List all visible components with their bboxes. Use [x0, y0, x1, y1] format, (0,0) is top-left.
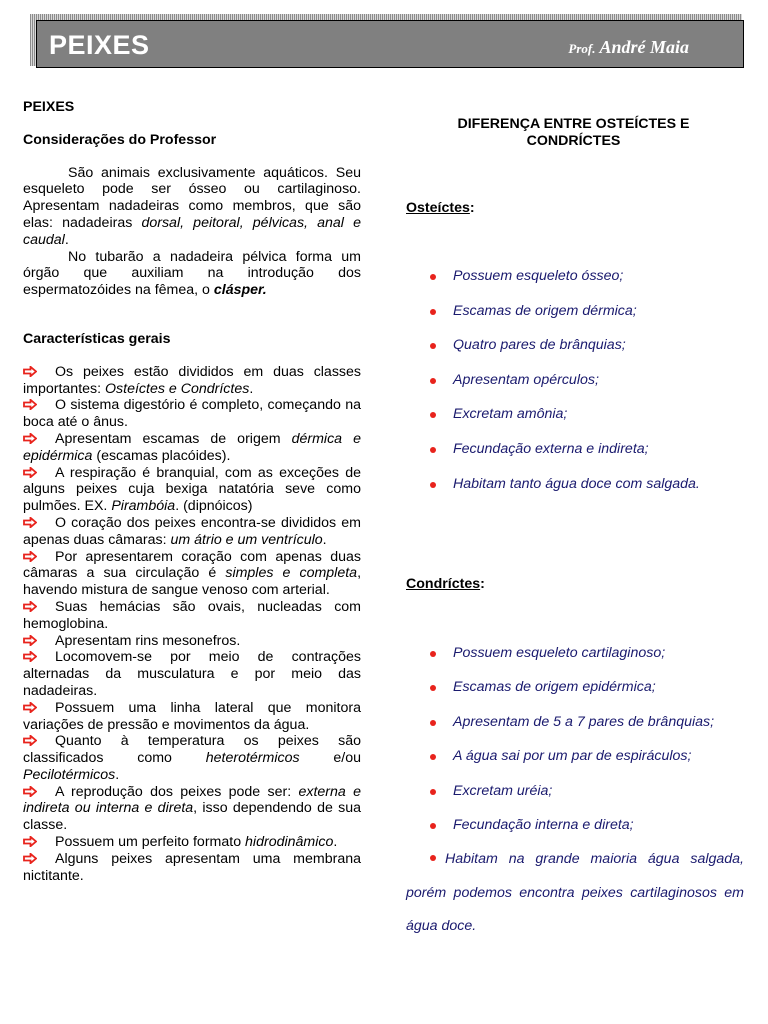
- header-author-name: André Maia: [599, 37, 689, 57]
- arrow-icon: [23, 600, 37, 611]
- bullet-text: Fecundação interna e direta;: [453, 817, 634, 833]
- characteristic-text: Os peixes estão divididos em duas classes importantes:: [23, 363, 361, 397]
- bullet-text: Fecundação externa e indireta;: [453, 441, 649, 457]
- bullet-item: [428, 645, 665, 661]
- bullet-dot: [430, 720, 436, 726]
- arrow-icon: [23, 634, 37, 645]
- characteristic-text: A reprodução dos peixes pode ser:: [55, 783, 299, 800]
- characteristic-text: Por apresentarem coração com apenas duas câmaras a sua circulação é: [23, 548, 361, 582]
- characteristic-item: [23, 364, 361, 398]
- characteristic-italic: heterotérmicos: [205, 750, 300, 767]
- bullet-item: [428, 748, 691, 764]
- characteristic-text: Apresentam rins mesonefros.: [55, 632, 241, 649]
- bullet-text: Possuem esqueleto cartilaginoso;: [453, 645, 666, 661]
- characteristic-italic: dérmica e epidérmica: [23, 430, 361, 464]
- bullet-dot: [430, 412, 436, 418]
- osteictes-label: Osteíctes: [406, 200, 470, 216]
- paragraph-1: [23, 165, 361, 249]
- left-heading: PEIXES: [23, 99, 75, 115]
- characteristic-item: [23, 549, 361, 599]
- bullet-item: [428, 817, 634, 833]
- bullet-item: [428, 303, 637, 319]
- arrow-icon: [23, 365, 37, 376]
- bullet-text: Apresentam de 5 a 7 pares de brânquias;: [453, 713, 715, 730]
- characteristic-text: O sistema digestório é completo, começando na boca até o ânus.: [23, 397, 361, 431]
- characteristic-text-end: . (dipnóicos): [175, 498, 253, 515]
- bullet-item: [428, 441, 649, 457]
- arrow-icon: [23, 835, 37, 846]
- bullet-dot: [430, 651, 436, 657]
- arrow-icon: [23, 466, 37, 477]
- characteristic-italic: externa e indireta ou interna e direta: [23, 783, 361, 817]
- paragraph-1-end: .: [64, 231, 69, 248]
- characteristic-text: O coração dos peixes encontra-se divididos em apenas duas câmaras:: [23, 514, 361, 548]
- condrictes-last-item-text: Habitam na grande maioria água salgada, porém podemos encontra peixes cartilaginosos em água doce.: [406, 851, 744, 934]
- characteristic-italic: simples e completa: [225, 565, 358, 582]
- paragraph-1-text: São animais exclusivamente aquáticos. Seu esqueleto pode ser ósseo ou cartilaginoso. Apresentam nadadeiras como membros, que são elas: nadadeiras: [23, 164, 361, 231]
- bullet-item: [428, 268, 623, 284]
- bullet-item: [428, 714, 714, 730]
- bullet-dot: [430, 309, 436, 315]
- characteristic-text-end: , havendo mistura de sangue venoso com arterial.: [23, 565, 362, 599]
- characteristic-item: [23, 633, 361, 650]
- bullet-dot: [430, 789, 436, 795]
- paragraph-2: [23, 249, 361, 299]
- bullet-text: Possuem esqueleto ósseo;: [453, 268, 624, 284]
- characteristic-item: [23, 834, 361, 851]
- arrow-icon: [23, 852, 37, 863]
- characteristic-text-end: .: [322, 531, 327, 548]
- arrow-icon: [23, 398, 37, 409]
- paragraph-1-italic: dorsal, peitoral, pélvicas, anal e caudal: [23, 214, 361, 248]
- bullet-item: [428, 337, 626, 353]
- condrictes-colon: :: [480, 576, 485, 592]
- bullet-text: Apresentam opérculos;: [453, 371, 599, 388]
- bullet-dot: [430, 274, 436, 280]
- osteictes-heading: [406, 200, 475, 216]
- bullet-dot: [430, 754, 436, 760]
- considerations-title: Considerações do Professor: [23, 131, 217, 148]
- bullet-dot: [430, 482, 436, 488]
- characteristic-item: [23, 599, 361, 633]
- bullet-text: Excretam uréia;: [453, 782, 553, 799]
- bullet-text: Excretam amônia;: [453, 406, 568, 423]
- characteristic-item: [23, 784, 361, 834]
- bullet-dot: [430, 823, 436, 829]
- bullet-item: [428, 372, 599, 388]
- characteristic-item: [23, 649, 361, 699]
- condrictes-heading: [406, 576, 485, 592]
- arrow-icon: [23, 516, 37, 527]
- comparison-title-line-2: CONDRÍCTES: [526, 133, 621, 149]
- characteristic-item: [23, 515, 361, 549]
- characteristic-text-final: .: [115, 766, 120, 783]
- characteristic-text: Alguns peixes apresentam uma membrana nictitante.: [23, 850, 361, 884]
- characteristic-italic: Osteíctes e Condríctes: [105, 380, 250, 397]
- page-header: [30, 14, 746, 70]
- general-title: Características gerais: [23, 330, 171, 347]
- characteristics-list: [23, 364, 361, 885]
- characteristic-item: [23, 397, 361, 431]
- characteristic-item: [23, 851, 361, 885]
- header-prof-label: Prof.: [568, 41, 596, 56]
- arrow-icon: [23, 650, 37, 661]
- bullet-text: A água sai por um par de espiráculos;: [453, 748, 692, 765]
- left-column: [23, 99, 361, 884]
- bullet-item: [428, 476, 700, 492]
- bullet-item: [428, 783, 552, 799]
- bullet-dot: [430, 685, 436, 691]
- right-column: [406, 116, 744, 934]
- bullet-item: [428, 679, 656, 695]
- bullet-dot: [430, 378, 436, 384]
- characteristic-text: Locomovem-se por meio de contrações alternadas da musculatura e por meio das nadadeiras.: [23, 649, 361, 699]
- characteristic-text: Apresentam escamas de origem: [55, 430, 292, 447]
- bullet-dot: [430, 343, 436, 349]
- characteristic-text: Quanto à temperatura os peixes são classificados como: [23, 733, 361, 767]
- bullet-dot: [430, 447, 436, 453]
- characteristic-text-end: .: [333, 834, 338, 851]
- characteristic-item: [23, 700, 361, 734]
- arrow-icon: [23, 432, 37, 443]
- comparison-title: [411, 116, 736, 150]
- header-title: PEIXES: [49, 30, 150, 60]
- characteristic-text: A respiração é branquial, com as exceções de alguns peixes cuja bexiga natatória seve como pulmões. EX.: [23, 464, 361, 515]
- characteristic-text-end: .: [249, 380, 254, 397]
- bullet-dot: [430, 855, 436, 861]
- condrictes-last-item: [406, 843, 744, 944]
- characteristic-item: [23, 465, 361, 515]
- osteictes-colon: :: [469, 200, 475, 216]
- comparison-title-line-1: DIFERENÇA ENTRE OSTEÍCTES E: [457, 116, 690, 132]
- condrictes-label: Condríctes: [406, 576, 481, 592]
- characteristic-italic: Pirambóia: [111, 498, 176, 515]
- bullet-text: Escamas de origem epidérmica;: [453, 679, 656, 696]
- characteristic-italic: um átrio e um ventrículo: [170, 531, 323, 548]
- characteristic-text: Suas hemácias são ovais, nucleadas com hemoglobina.: [23, 598, 361, 632]
- characteristic-italic: hidrodinâmico: [245, 834, 334, 851]
- arrow-icon: [23, 550, 37, 561]
- characteristic-text: Possuem um perfeito formato: [55, 834, 246, 851]
- characteristic-italic-2: Pecilotérmicos: [23, 766, 116, 783]
- characteristic-text-end: , isso dependendo de sua classe.: [23, 800, 361, 834]
- bullet-text: Quatro pares de brânquias;: [453, 337, 626, 354]
- paragraph-2-text: No tubarão a nadadeira pélvica forma um órgão que auxiliam na introdução dos espermatozóides na fêmea, o: [23, 248, 361, 299]
- characteristic-item: [23, 431, 361, 465]
- characteristic-text-end: e/ou: [299, 750, 361, 767]
- header-bar: [36, 20, 744, 68]
- characteristic-item: [23, 733, 361, 783]
- paragraph-2-bold: clásper.: [213, 282, 267, 299]
- characteristic-text: Possuem uma linha lateral que monitora variações de pressão e movimentos da água.: [23, 699, 361, 733]
- bullet-item: [428, 406, 567, 422]
- arrow-icon: [23, 701, 37, 712]
- bullet-text: Escamas de origem dérmica;: [453, 302, 637, 319]
- characteristic-text-end: (escamas placóides).: [92, 447, 231, 464]
- arrow-icon: [23, 785, 37, 796]
- arrow-icon: [23, 734, 37, 745]
- header-author: [568, 37, 689, 58]
- bullet-text: Habitam tanto água doce com salgada.: [453, 475, 700, 492]
